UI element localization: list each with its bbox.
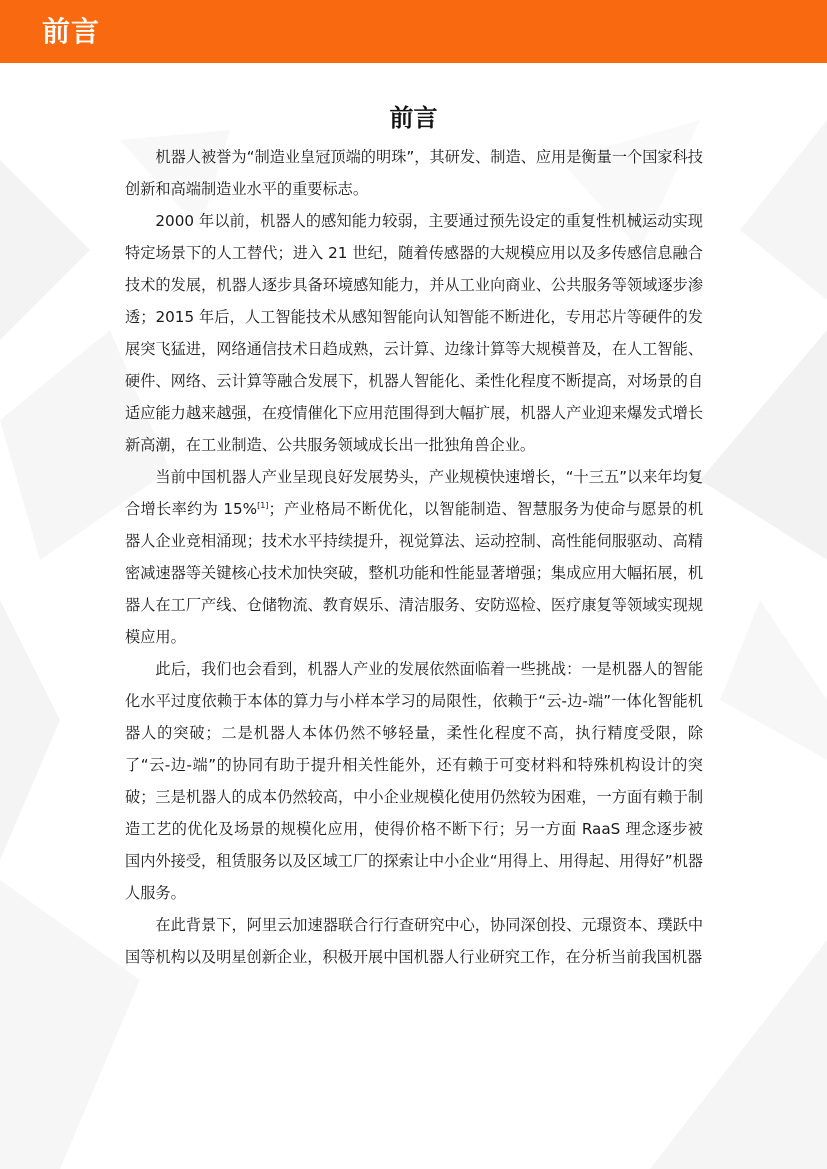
paragraph	[125, 461, 703, 653]
document-title: 前言	[389, 104, 438, 132]
paragraph: 此后，我们也会看到，机器人产业的发展依然面临着一些挑战：一是机器人的智能化水平过度依赖于本体的算力与小样本学习的局限性，依赖于“云-边-端”一体化智能机器人的突破；二是机器人本体仍然不够轻量，柔性化程度不高，执行精度受限，除了“云-边-端”的协同有助于提升相关性能外，还有赖于可变材料和特殊机构设计的突破；三是机器人的成本仍然较高，中小企业规模化使用仍然较为困难，一方面有赖于制造工艺的优化及场景的规模化应用，使得价格不断下行；另一方面 RaaS 理念逐步被国内外接受，租赁服务以及区域工厂的探索让中小企业“用得上、用得起、用得好”机器人服务。	[125, 660, 703, 902]
document-body	[125, 141, 703, 973]
paragraph: 2000 年以前，机器人的感知能力较弱，主要通过预先设定的重复性机械运动实现特定场景下的人工替代；进入 21 世纪，随着传感器的大规模应用以及多传感信息融合技术的发展，机器人逐步具备环境感知能力，并从工业向商业、公共服务等领域逐步渗透；2015 年后，人工智能技术从感知智能向认知智能不断进化，专用芯片等硬件的发展突飞猛进，网络通信技术日趋成熟，云计算、边缘计算等大规模普及，在人工智能、硬件、网络、云计算等融合发展下，机器人智能化、柔性化程度不断提高，对场景的自适应能力越来越强，在疫情催化下应用范围得到大幅扩展，机器人产业迎来爆发式增长新高潮，在工业制造、公共服务领域成长出一批独角兽企业。	[125, 212, 703, 454]
paragraph-text: 当前中国机器人产业呈现良好发展势头，产业规模快速增长，“十三五”以来年均复合增长率约为 15%	[125, 468, 703, 518]
paragraph-text: ；产业格局不断优化，以智能制造、智慧服务为使命与愿景的机器人企业竞相涌现；技术水平持续提升，视觉算法、运动控制、高性能伺服驱动、高精密减速器等关键核心技术加快突破，整机功能和性能显著增强；集成应用大幅拓展，机器人在工厂产线、仓储物流、教育娱乐、清洁服务、安防巡检、医疗康复等领域实现规模应用。	[125, 500, 703, 646]
citation-marker[interactable]: [1]	[257, 500, 269, 510]
header-bar	[0, 0, 827, 63]
paragraph: 机器人被誉为“制造业皇冠顶端的明珠”，其研发、制造、应用是衡量一个国家科技创新和高端制造业水平的重要标志。	[125, 148, 703, 198]
header-title: 前言	[42, 15, 101, 48]
paragraph: 在此背景下，阿里云加速器联合行行查研究中心，协同深创投、元璟资本、璞跃中国等机构以及明星创新企业，积极开展中国机器人行业研究工作，在分析当前我国机器	[125, 916, 703, 966]
